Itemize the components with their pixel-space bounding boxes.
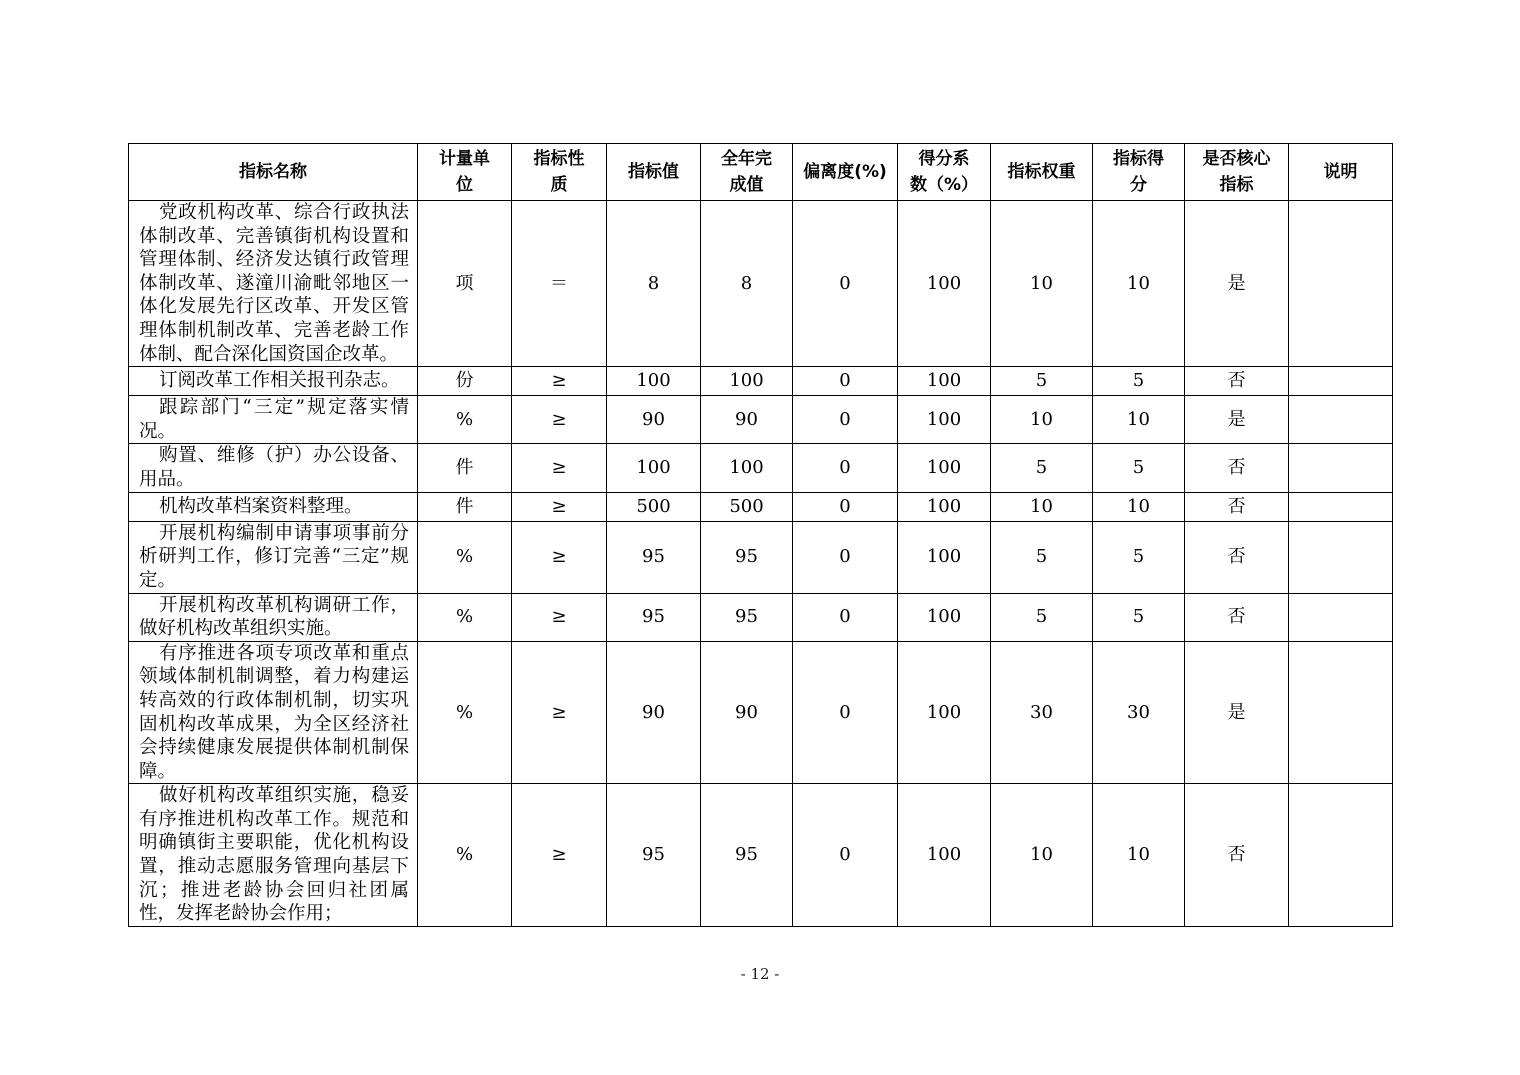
table-row bbox=[129, 367, 1393, 396]
cell-remarks bbox=[1289, 784, 1393, 927]
cell-annual-actual: 90 bbox=[701, 396, 793, 444]
cell-annual-actual: 95 bbox=[701, 784, 793, 927]
cell-score-coefficient: 100 bbox=[898, 784, 991, 927]
cell-nature: ≥ bbox=[512, 444, 607, 492]
header-indicator-name: 指标名称 bbox=[129, 144, 418, 201]
cell-weight: 5 bbox=[991, 367, 1093, 396]
cell-target-value: 95 bbox=[607, 593, 701, 641]
cell-deviation: 0 bbox=[793, 641, 898, 784]
cell-nature: ≥ bbox=[512, 521, 607, 593]
cell-weight: 10 bbox=[991, 492, 1093, 521]
cell-target-value: 100 bbox=[607, 444, 701, 492]
header-score-coefficient: 得分系 数（%） bbox=[898, 144, 991, 201]
cell-nature: ＝ bbox=[512, 201, 607, 367]
cell-indicator-name: 有序推进各项专项改革和重点领域体制机制调整，着力构建运转高效的行政体制机制，切实巩固机构改革成果，为全区经济社会持续健康发展提供体制机制保障。 bbox=[129, 641, 418, 784]
cell-score-coefficient: 100 bbox=[898, 396, 991, 444]
cell-is-core: 否 bbox=[1185, 784, 1289, 927]
cell-unit: % bbox=[418, 593, 512, 641]
table-row bbox=[129, 784, 1393, 927]
header-nature: 指标性 质 bbox=[512, 144, 607, 201]
header-weight: 指标权重 bbox=[991, 144, 1093, 201]
cell-remarks bbox=[1289, 367, 1393, 396]
cell-indicator-name: 开展机构编制申请事项事前分析研判工作，修订完善“三定”规定。 bbox=[129, 521, 418, 593]
cell-score: 10 bbox=[1093, 492, 1185, 521]
cell-deviation: 0 bbox=[793, 444, 898, 492]
cell-is-core: 否 bbox=[1185, 593, 1289, 641]
cell-weight: 10 bbox=[991, 784, 1093, 927]
header-score: 指标得 分 bbox=[1093, 144, 1185, 201]
page-number: - 12 - bbox=[740, 965, 780, 983]
cell-score-coefficient: 100 bbox=[898, 201, 991, 367]
cell-target-value: 95 bbox=[607, 784, 701, 927]
cell-unit: 件 bbox=[418, 444, 512, 492]
cell-target-value: 95 bbox=[607, 521, 701, 593]
cell-deviation: 0 bbox=[793, 492, 898, 521]
table-row bbox=[129, 444, 1393, 492]
cell-score: 10 bbox=[1093, 784, 1185, 927]
cell-deviation: 0 bbox=[793, 784, 898, 927]
header-target-value: 指标值 bbox=[607, 144, 701, 201]
cell-annual-actual: 100 bbox=[701, 444, 793, 492]
cell-target-value: 90 bbox=[607, 396, 701, 444]
cell-annual-actual: 90 bbox=[701, 641, 793, 784]
performance-indicator-table bbox=[128, 143, 1393, 927]
cell-score: 5 bbox=[1093, 444, 1185, 492]
cell-nature: ≥ bbox=[512, 641, 607, 784]
cell-indicator-name: 跟踪部门“三定”规定落实情况。 bbox=[129, 396, 418, 444]
cell-annual-actual: 8 bbox=[701, 201, 793, 367]
cell-remarks bbox=[1289, 201, 1393, 367]
header-is-core: 是否核心 指标 bbox=[1185, 144, 1289, 201]
header-deviation: 偏离度(%) bbox=[793, 144, 898, 201]
cell-is-core: 是 bbox=[1185, 396, 1289, 444]
cell-target-value: 500 bbox=[607, 492, 701, 521]
cell-deviation: 0 bbox=[793, 201, 898, 367]
cell-weight: 5 bbox=[991, 593, 1093, 641]
cell-weight: 30 bbox=[991, 641, 1093, 784]
cell-deviation: 0 bbox=[793, 521, 898, 593]
cell-indicator-name: 做好机构改革组织实施，稳妥有序推进机构改革工作。规范和明确镇街主要职能，优化机构设置，推动志愿服务管理向基层下沉；推进老龄协会回归社团属性，发挥老龄协会作用； bbox=[129, 784, 418, 927]
cell-weight: 10 bbox=[991, 396, 1093, 444]
cell-remarks bbox=[1289, 593, 1393, 641]
table-row bbox=[129, 641, 1393, 784]
cell-score: 5 bbox=[1093, 521, 1185, 593]
cell-deviation: 0 bbox=[793, 367, 898, 396]
header-unit: 计量单 位 bbox=[418, 144, 512, 201]
cell-unit: % bbox=[418, 396, 512, 444]
cell-remarks bbox=[1289, 444, 1393, 492]
cell-nature: ≥ bbox=[512, 593, 607, 641]
cell-score: 30 bbox=[1093, 641, 1185, 784]
cell-remarks bbox=[1289, 641, 1393, 784]
cell-unit: % bbox=[418, 521, 512, 593]
table-row bbox=[129, 521, 1393, 593]
cell-annual-actual: 500 bbox=[701, 492, 793, 521]
cell-score-coefficient: 100 bbox=[898, 492, 991, 521]
cell-remarks bbox=[1289, 521, 1393, 593]
cell-target-value: 8 bbox=[607, 201, 701, 367]
cell-indicator-name: 购置、维修（护）办公设备、用品。 bbox=[129, 444, 418, 492]
table-row bbox=[129, 593, 1393, 641]
cell-is-core: 否 bbox=[1185, 492, 1289, 521]
cell-score: 5 bbox=[1093, 593, 1185, 641]
cell-score: 10 bbox=[1093, 396, 1185, 444]
cell-is-core: 否 bbox=[1185, 444, 1289, 492]
table-row bbox=[129, 492, 1393, 521]
cell-weight: 5 bbox=[991, 444, 1093, 492]
cell-remarks bbox=[1289, 396, 1393, 444]
cell-unit: 项 bbox=[418, 201, 512, 367]
header-remarks: 说明 bbox=[1289, 144, 1393, 201]
cell-indicator-name: 党政机构改革、综合行政执法体制改革、完善镇街机构设置和管理体制、经济发达镇行政管理体制改革、遂潼川渝毗邻地区一体化发展先行区改革、开发区管理体制机制改革、完善老龄工作体制、配合深化国资国企改革。 bbox=[129, 201, 418, 367]
cell-annual-actual: 95 bbox=[701, 521, 793, 593]
cell-is-core: 否 bbox=[1185, 521, 1289, 593]
cell-weight: 10 bbox=[991, 201, 1093, 367]
cell-score: 5 bbox=[1093, 367, 1185, 396]
header-row bbox=[129, 144, 1393, 201]
cell-is-core: 是 bbox=[1185, 201, 1289, 367]
cell-unit: 份 bbox=[418, 367, 512, 396]
cell-annual-actual: 95 bbox=[701, 593, 793, 641]
header-annual-actual: 全年完 成值 bbox=[701, 144, 793, 201]
cell-score-coefficient: 100 bbox=[898, 593, 991, 641]
cell-score-coefficient: 100 bbox=[898, 641, 991, 784]
cell-annual-actual: 100 bbox=[701, 367, 793, 396]
table-row bbox=[129, 396, 1393, 444]
cell-indicator-name: 开展机构改革机构调研工作，做好机构改革组织实施。 bbox=[129, 593, 418, 641]
cell-indicator-name: 机构改革档案资料整理。 bbox=[129, 492, 418, 521]
cell-remarks bbox=[1289, 492, 1393, 521]
cell-deviation: 0 bbox=[793, 593, 898, 641]
cell-score-coefficient: 100 bbox=[898, 521, 991, 593]
table-row bbox=[129, 201, 1393, 367]
cell-is-core: 是 bbox=[1185, 641, 1289, 784]
cell-weight: 5 bbox=[991, 521, 1093, 593]
cell-nature: ≥ bbox=[512, 784, 607, 927]
cell-nature: ≥ bbox=[512, 396, 607, 444]
table-body bbox=[129, 201, 1393, 927]
cell-score-coefficient: 100 bbox=[898, 444, 991, 492]
cell-unit: 件 bbox=[418, 492, 512, 521]
cell-score-coefficient: 100 bbox=[898, 367, 991, 396]
cell-unit: % bbox=[418, 784, 512, 927]
cell-target-value: 90 bbox=[607, 641, 701, 784]
cell-nature: ≥ bbox=[512, 492, 607, 521]
cell-is-core: 否 bbox=[1185, 367, 1289, 396]
cell-score: 10 bbox=[1093, 201, 1185, 367]
cell-deviation: 0 bbox=[793, 396, 898, 444]
cell-indicator-name: 订阅改革工作相关报刊杂志。 bbox=[129, 367, 418, 396]
cell-nature: ≥ bbox=[512, 367, 607, 396]
cell-unit: % bbox=[418, 641, 512, 784]
cell-target-value: 100 bbox=[607, 367, 701, 396]
